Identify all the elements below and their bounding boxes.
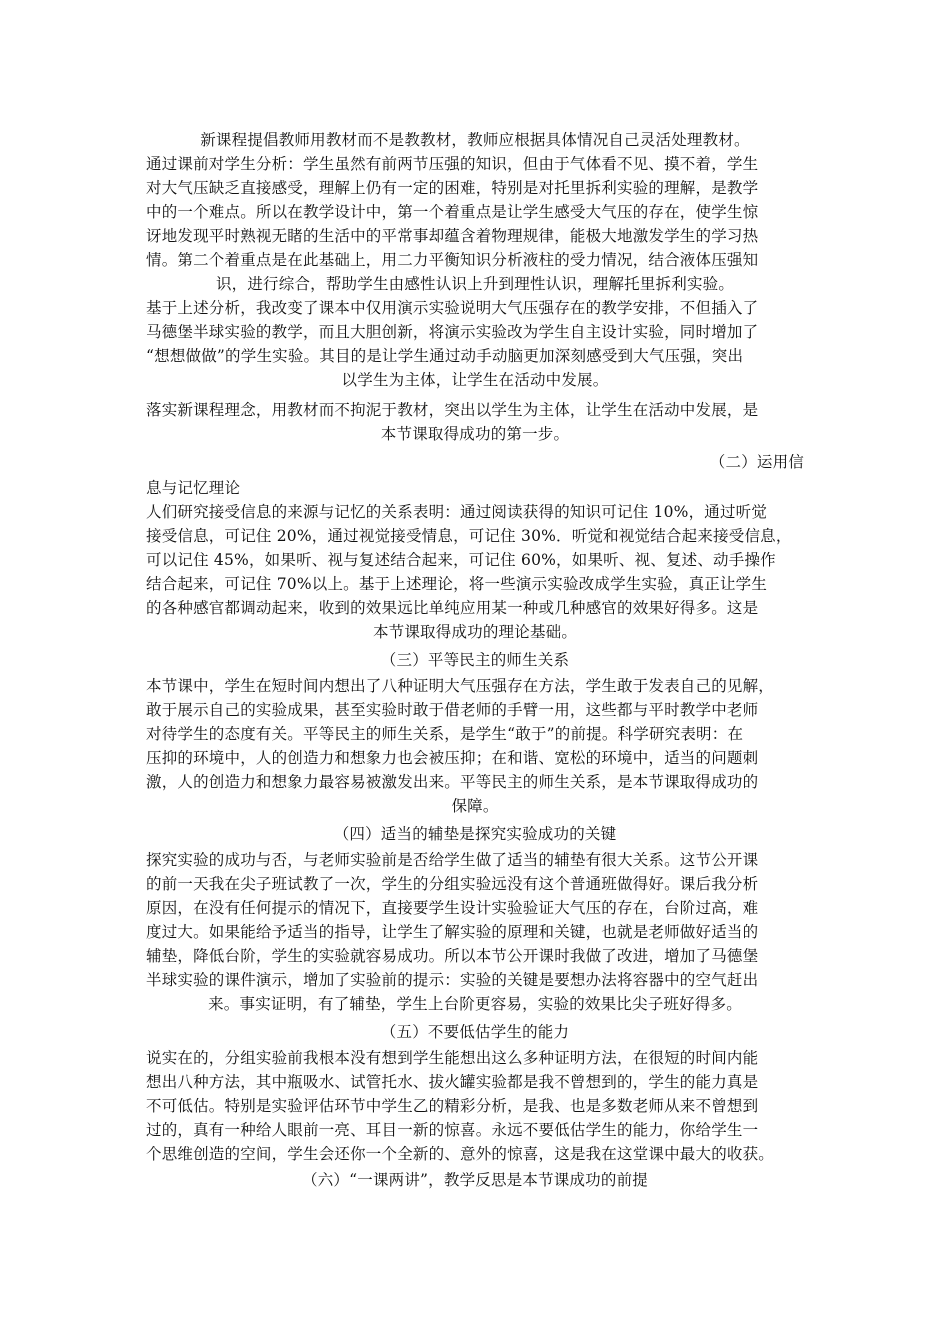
paragraph-line: 原因，在没有任何提示的情况下，直接要学生设计实验验证大气压的存在，台阶过高，难 <box>146 899 759 917</box>
section-heading: （四）适当的辅垫是探究实验成功的关键 <box>333 825 617 843</box>
section-heading: 息与记忆理论 <box>146 479 241 497</box>
paragraph-line: 人们研究接受信息的来源与记忆的关系表明：通过阅读获得的知识可记住 10%，通过听觉 <box>146 503 768 521</box>
paragraph-line: 本节课取得成功的第一步。 <box>380 425 570 443</box>
paragraph-line: 新课程提倡教师用教材而不是教教材，教师应根据具体情况自己灵活处理教材。 <box>200 131 750 149</box>
paragraph-line: 通过课前对学生分析：学生虽然有前两节压强的知识，但由于气体看不见、摸不着，学生 <box>146 155 759 173</box>
paragraph-line: 辅垫，降低台阶，学生的实验就容易成功。所以本节公开课时我做了改进，增加了马德堡 <box>146 947 759 965</box>
section-heading: （三）平等民主的师生关系 <box>380 651 570 669</box>
paragraph-line: 对大气压缺乏直接感受，理解上仍有一定的困难，特别是对托里拆利实验的理解，是教学 <box>146 179 759 197</box>
paragraph-line: 的前一天我在尖子班试教了一次，学生的分组实验远没有这个普通班做得好。课后我分析 <box>146 875 759 893</box>
paragraph-line: 马德堡半球实验的教学，而且大胆创新，将演示实验改为学生自主设计实验，同时增加了 <box>146 323 759 341</box>
paragraph-line: 压抑的环境中，人的创造力和想象力也会被压抑；在和谐、宽松的环境中，适当的问题刺 <box>146 749 759 767</box>
paragraph-line: 半球实验的课件演示，增加了实验前的提示：实验的关键是要想办法将容器中的空气赶出 <box>146 971 759 989</box>
section-heading: （二）运用信 <box>709 453 804 471</box>
paragraph-line: 可以记住 45%，如果听、视与复述结合起来，可记住 60%，如果听、视、复述、动手操作 <box>146 551 776 569</box>
section-heading: （五）不要低估学生的能力 <box>380 1023 570 1041</box>
paragraph-line: 落实新课程理念，用教材而不拘泥于教材，突出以学生为主体，让学生在活动中发展，是 <box>146 401 759 419</box>
paragraph-line: 保障。 <box>451 797 499 815</box>
paragraph-line: 的各种感官都调动起来，收到的效果远比单纯应用某一种或几种感官的效果好得多。这是 <box>146 599 759 617</box>
paragraph-line: “想想做做”的学生实验。其目的是让学生通过动手动脑更加深刻感受到大气压强，突出 <box>146 347 744 365</box>
paragraph-line: 对待学生的态度有关。平等民主的师生关系，是学生“敢于”的前提。科学研究表明：在 <box>146 725 744 743</box>
paragraph-line: 情。第二个着重点是在此基础上，用二力平衡知识分析液柱的受力情况，结合液体压强知 <box>146 251 759 269</box>
paragraph-line: 探究实验的成功与否，与老师实验前是否给学生做了适当的辅垫有很大关系。这节公开课 <box>146 851 759 869</box>
paragraph-line: 想出八种方法，其中瓶吸水、试管托水、拔火罐实验都是我不曾想到的，学生的能力真是 <box>146 1073 759 1091</box>
section-heading: （六）“一课两讲”，教学反思是本节课成功的前提 <box>302 1171 648 1189</box>
paragraph-line: 本节课取得成功的理论基础。 <box>372 623 578 641</box>
paragraph-line: 不可低估。特别是实验评估环节中学生乙的精彩分析，是我、也是多数老师从来不曾想到 <box>146 1097 759 1115</box>
paragraph-line: 来。事实证明，有了辅垫，学生上台阶更容易，实验的效果比尖子班好得多。 <box>208 995 742 1013</box>
paragraph-line: 基于上述分析，我改变了课本中仅用演示实验说明大气压强存在的教学安排，不但插入了 <box>146 299 759 317</box>
paragraph-line: 度过大。如果能给予适当的指导，让学生了解实验的原理和关键，也就是老师做好适当的 <box>146 923 759 941</box>
paragraph-line: 激，人的创造力和想象力最容易被激发出来。平等民主的师生关系，是本节课取得成功的 <box>146 773 759 791</box>
paragraph-line: 说实在的，分组实验前我根本没有想到学生能想出这么多种证明方法，在很短的时间内能 <box>146 1049 759 1067</box>
paragraph-line: 本节课中，学生在短时间内想出了八种证明大气压强存在方法，学生敢于发表自己的见解， <box>146 677 775 695</box>
paragraph-line: 结合起来，可记住 70%以上。基于上述理论，将一些演示实验改成学生实验，真正让学生 <box>146 575 768 593</box>
paragraph-line: 敢于展示自己的实验成果，甚至实验时敢于借老师的手臂一用，这些都与平时教学中老师 <box>146 701 759 719</box>
paragraph-line: 识，进行综合，帮助学生由感性认识上升到理性认识，理解托里拆利实验。 <box>215 275 735 293</box>
paragraph-line: 中的一个难点。所以在教学设计中，第一个着重点是让学生感受大气压的存在，使学生惊 <box>146 203 759 221</box>
paragraph-line: 讶地发现平时熟视无睹的生活中的平常事却蕴含着物理规律，能极大地激发学生的学习热 <box>146 227 759 245</box>
paragraph-line: 接受信息，可记住 20%，通过视觉接受情息，可记住 30%．听觉和视觉结合起来接受信息， <box>146 527 792 545</box>
paragraph-line: 以学生为主体，让学生在活动中发展。 <box>341 371 609 389</box>
paragraph-line: 过的，真有一种给人眼前一亮、耳目一新的惊喜。永远不要低估学生的能力，你给学生一 <box>146 1121 759 1139</box>
paragraph-line: 个思维创造的空间，学生会还你一个全新的、意外的惊喜，这是我在这堂课中最大的收获。 <box>146 1145 775 1163</box>
